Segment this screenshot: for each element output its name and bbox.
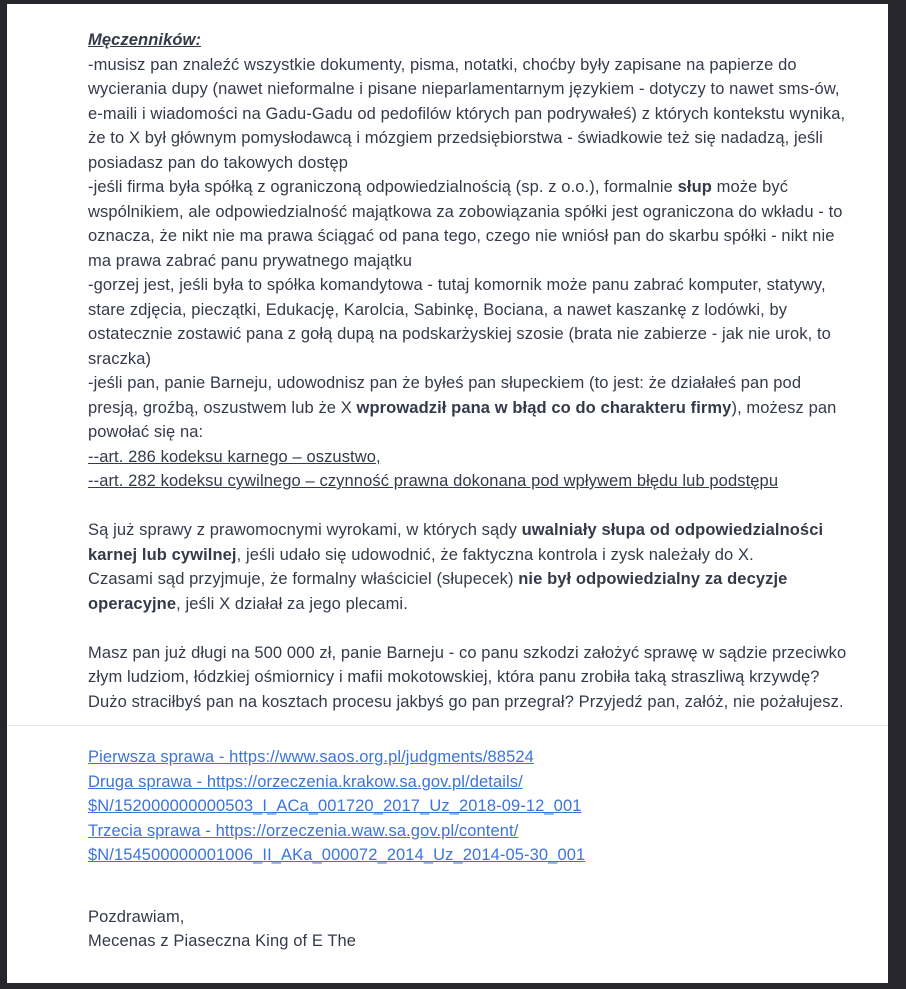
text-segment: Masz pan już długi na 500 000 zł, panie Barneju - co panu szkodzi założyć sprawę w sądzie przeciwko złym ludziom, łódzkiej ośmiornicy i mafii mokotowskiej, która panu zrobiła taką straszliwą krzywdę? Dużo straciłbyś pan na kosztach procesu jakbyś go pan przegrał? Przyjedź pan, załóż, nie pożałujesz.	[88, 643, 847, 711]
text-segment: Są już sprawy z prawomocnymi wyrokami, w których sądy	[88, 521, 522, 539]
text-segment: uwalniały słupa od odpowiedzialności karnej lub cywilnej	[88, 521, 824, 564]
text-segment: słup	[677, 178, 712, 196]
document-heading: Męczenników:	[88, 31, 202, 49]
text-segment: nie był odpowiedzialny za decyzje operacyjne	[88, 570, 788, 613]
text-segment: wprowadził pana w błąd co do charakteru firmy	[356, 398, 732, 417]
blank-line	[88, 616, 850, 641]
paragraph	[88, 273, 850, 371]
text-segment: -jeśli pan, panie Barneju, udowodnisz pan że byłeś pan słupeckiem (to jest: że działałeś pan pod presją, groźbą, oszustwem lub że X	[88, 374, 802, 417]
links-block	[88, 745, 850, 868]
paragraph	[88, 175, 850, 273]
text-segment: , jeśli udało się udowodnić, że faktyczna kontrola i zysk należały do X.	[236, 545, 754, 564]
text-segment: -musisz pan znaleźć wszystkie dokumenty, pisma, notatki, choćby były zapisane na papierze do wycierania dupy (nawet nieformalne i pisane nieparlamentarnym językiem - dotyczy to nawet sms-ów, e-maili i wiadomości na Gadu-Gadu od pedofilów których pan podrywałeś) z których kontekstu wynika, że to X był głównym pomysłodawcą i mózgiem przedsiębiorstwa - świadkowie też się nadadzą, jeśli posiadasz pan do takowych dostęp	[88, 55, 846, 172]
text-segment: Czasami sąd przyjmuje, że formalny właściciel (słupecek)	[88, 570, 519, 588]
section-divider	[7, 725, 888, 726]
signature-name: Mecenas z Piaseczna King of E The	[88, 932, 357, 950]
text-segment: może być wspólnikiem, ale odpowiedzialność majątkowa za zobowiązania spółki jest ograniczona do wkładu - to oznacza, że nikt nie ma prawa ściągać od pana tego, czego nie wniósł pan do skarbu spółki - nikt nie ma prawa zabrać panu prywatnego majątku	[88, 178, 843, 270]
signature-closing: Pozdrawiam,	[88, 907, 185, 926]
blank-line	[88, 494, 850, 519]
text-segment: -gorzej jest, jeśli była to spółka komandytowa - tutaj komornik może panu zabrać komputer, statywy, stare zdjęcia, pieczątki, Edukację, Karolcia, Sabinkę, Bociana, a nawet kaszankę z lodówki, by ostatecznie zostawić pana z gołą dupą na podskarżyskiej szosie (brata nie zabierze - jak nie urok, to sraczka)	[88, 276, 831, 368]
paragraph	[88, 371, 850, 445]
text-segment: -jeśli firma była spółką z ograniczoną odpowiedzialnością (sp. z o.o.), formalnie	[88, 178, 678, 196]
third-case-link[interactable]: Trzecia sprawa - https://orzeczenia.waw.sa.gov.pl/content/ $N/154500000001006_II_AKa_000072_2014_Uz_2014-05-30_001	[88, 821, 586, 864]
text-segment: --art. 282 kodeksu cywilnego – czynność prawna dokonana pod wpływem błędu lub podstępu	[88, 472, 779, 490]
paragraph	[88, 53, 850, 176]
text-segment: , jeśli X działał za jego plecami.	[176, 594, 408, 613]
text-segment: ), możesz pan powołać się na:	[88, 398, 837, 441]
text-segment: --art. 286 kodeksu karnego – oszustwo,	[88, 447, 381, 466]
paragraph	[88, 641, 850, 715]
second-case-link[interactable]: Druga sprawa - https://orzeczenia.krakow.sa.gov.pl/details/ $N/152000000000503_I_ACa_001720_2017_Uz_2018-09-12_001	[88, 772, 582, 815]
first-case-link[interactable]: Pierwsza sprawa - https://www.saos.org.pl/judgments/88524	[88, 748, 534, 766]
paragraph	[88, 445, 850, 470]
paragraph	[88, 518, 850, 616]
signature	[88, 905, 850, 954]
paragraph	[88, 469, 850, 494]
document-content	[7, 4, 850, 954]
document-body	[88, 53, 850, 715]
